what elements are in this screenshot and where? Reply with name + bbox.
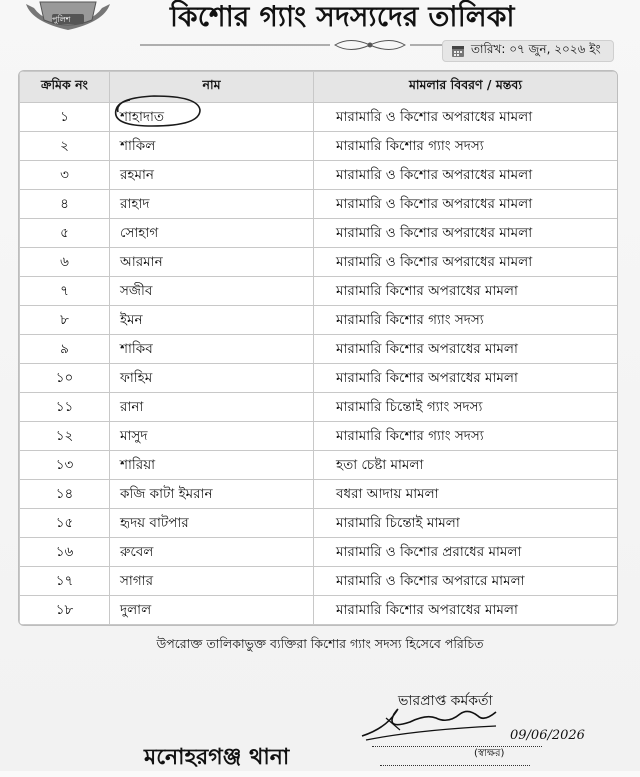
cell-name: দুলাল <box>110 596 314 625</box>
cell-serial: ৪ <box>20 190 110 219</box>
table-row <box>20 538 618 567</box>
handwritten-signature <box>356 700 506 746</box>
cell-name: শাকিল <box>110 132 314 161</box>
table-row <box>20 422 618 451</box>
logo-text: পুলিশ <box>52 15 71 24</box>
cell-name: রানা <box>110 393 314 422</box>
cell-case: মারামারি কিশোর গ্যাং সদস্য <box>314 422 618 451</box>
cell-serial: ১৭ <box>20 567 110 596</box>
cell-case: মারামারি ও কিশোর অপরারে মামলা <box>314 567 618 596</box>
handdrawn-circle-annotation <box>108 92 204 130</box>
cell-case: মারামারি ও কিশোর প্ররাধের মামলা <box>314 538 618 567</box>
table-row <box>20 219 618 248</box>
cell-serial: ১৮ <box>20 596 110 625</box>
cell-name: ফাহিম <box>110 364 314 393</box>
footer-note: উপরোক্ত তালিকাভুক্ত ব্যক্তিরা কিশোর গ্যাং সদস্য হিসেবে পরিচিত <box>156 636 484 651</box>
police-station-name: মনোহরগঞ্জ থানা <box>144 744 290 770</box>
cell-serial: ১২ <box>20 422 110 451</box>
cell-name: শাহাদাত <box>110 103 314 132</box>
signature-date: 09/06/2026 <box>510 728 585 743</box>
cell-case: মারামারি ও কিশোর অপরাধের মামলা <box>314 190 618 219</box>
table-row <box>20 277 618 306</box>
table-row <box>20 335 618 364</box>
member-table <box>18 70 618 626</box>
cell-name: রহমান <box>110 161 314 190</box>
cell-serial: ৫ <box>20 219 110 248</box>
cell-serial: ১ <box>20 103 110 132</box>
cell-case: মারামারি কিশোর অপরাধের মামলা <box>314 335 618 364</box>
table-row <box>20 190 618 219</box>
table-row <box>20 364 618 393</box>
cell-case: মারামারি কিশোর অপরাধের মামলা <box>314 596 618 625</box>
cell-serial: ৮ <box>20 306 110 335</box>
header-serial: ক্রমিক নং <box>20 72 110 103</box>
table-row <box>20 161 618 190</box>
cell-serial: ৬ <box>20 248 110 277</box>
signature-label: (স্বাক্ষর) <box>474 748 505 759</box>
cell-name: মাসুদ <box>110 422 314 451</box>
cell-case: মারামারি কিশোর অপরাধের মামলা <box>314 364 618 393</box>
cell-case: মারামারি ও কিশোর অপরাধের মামলা <box>314 219 618 248</box>
table-row <box>20 567 618 596</box>
cell-serial: ৩ <box>20 161 110 190</box>
cell-serial: ৭ <box>20 277 110 306</box>
cell-serial: ৯ <box>20 335 110 364</box>
table-row <box>20 480 618 509</box>
cell-serial: ১৪ <box>20 480 110 509</box>
cell-name: কজি কাটা ইমরান <box>110 480 314 509</box>
cell-case: হতা চেষ্টা মামলা <box>314 451 618 480</box>
cell-name: সজীব <box>110 277 314 306</box>
cell-name: সাগার <box>110 567 314 596</box>
table-row <box>20 132 618 161</box>
table-row <box>20 596 618 625</box>
cell-name: রাহাদ <box>110 190 314 219</box>
cell-case: মারামারি ও কিশোর অপরাধের মামলা <box>314 248 618 277</box>
cell-name: শারিয়া <box>110 451 314 480</box>
cell-serial: ১৬ <box>20 538 110 567</box>
cell-case: মারামারি কিশোর গ্যাং সদস্য <box>314 132 618 161</box>
calendar-icon <box>451 44 465 58</box>
cell-name: হৃদয় বাটপার <box>110 509 314 538</box>
cell-name: শাকিব <box>110 335 314 364</box>
cell-name: ইমন <box>110 306 314 335</box>
cell-case: মারামারি ও কিশোর অপরাধের মামলা <box>314 103 618 132</box>
cell-case: মারামারি চিন্তোই গ্যাং সদস্য <box>314 393 618 422</box>
page-title: কিশোর গ্যাং সদস্যদের তালিকা <box>170 0 515 33</box>
cell-name: সোহাগ <box>110 219 314 248</box>
cell-serial: ১১ <box>20 393 110 422</box>
secondary-dotted-line <box>380 765 530 766</box>
table-row <box>20 393 618 422</box>
signature-line <box>372 746 542 747</box>
cell-case: মারামারি কিশোর অপরাধের মামলা <box>314 277 618 306</box>
table-row <box>20 248 618 277</box>
cell-name: রুবেল <box>110 538 314 567</box>
header-name: নাম <box>110 72 314 103</box>
cell-serial: ১০ <box>20 364 110 393</box>
cell-serial: ১৩ <box>20 451 110 480</box>
cell-name: আরমান <box>110 248 314 277</box>
table-row <box>20 509 618 538</box>
officer-title: ভারপ্রাপ্ত কর্মকর্তা <box>398 693 493 709</box>
cell-case: মারামারি কিশোর গ্যাং সদস্য <box>314 306 618 335</box>
date-badge <box>442 40 614 62</box>
cell-case: মারামারি ও কিশোর অপরাধের মামলা <box>314 161 618 190</box>
cell-case: বধরা আদায় মামলা <box>314 480 618 509</box>
cell-serial: ২ <box>20 132 110 161</box>
date-text: তারিখ: ০৭ জুন, ২০২৬ ইং <box>471 42 601 56</box>
header-case: মামলার বিবরণ / মন্তব্য <box>314 72 618 103</box>
table-row <box>20 451 618 480</box>
cell-case: মারামারি চিন্তোই মামলা <box>314 509 618 538</box>
table-row <box>20 306 618 335</box>
cell-serial: ১৫ <box>20 509 110 538</box>
